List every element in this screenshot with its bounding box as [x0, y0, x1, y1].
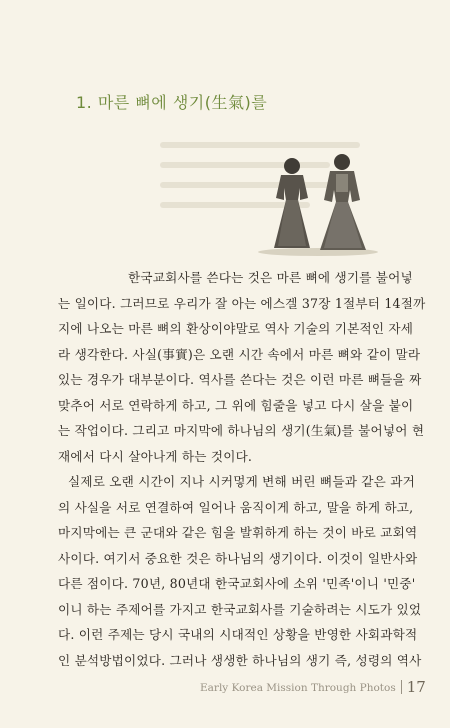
- text-line: 마지막에는 큰 군대와 같은 힘을 발휘하게 하는 것이 바로 교회역: [58, 525, 418, 540]
- text-line: 이니 하는 주제어를 가지고 한국교회사를 기술하려는 시도가 있었: [58, 601, 422, 617]
- page-number: 17: [406, 678, 426, 696]
- page-footer: [200, 678, 426, 696]
- text-line: 지에 나오는 마른 뼈의 환상이야말로 역사 기술의 기본적인 자세: [58, 321, 414, 336]
- text-line: 의 사실을 서로 연결하여 일어나 움직이게 하고, 말을 하게 하고,: [58, 499, 414, 515]
- book-title: Early Korea Mission Through Photos: [200, 682, 396, 694]
- text-line: 한국교회사를 쓴다는 것은 마른 뼈에 생기를 불어넣: [128, 270, 413, 285]
- text-line: 다른 점이다. 70년, 80년대 한국교회사에 소위 '민족'이니 '민중': [58, 576, 416, 591]
- text-line: 재에서 다시 살아나게 하는 것이다.: [58, 448, 253, 464]
- text-line: 다. 이런 주제는 당시 국내의 시대적인 상황을 반영한 사회과학적: [58, 627, 418, 642]
- text-line: 인 분석방법이었다. 그러나 생생한 하나님의 생기 즉, 성령의 역사: [58, 652, 422, 668]
- faded-photo: [150, 118, 405, 258]
- text-line: 는 일이다. 그러므로 우리가 잘 아는 에스겔 37장 1절부터 14절까: [58, 295, 426, 311]
- text-line: 맞추어 서로 연락하게 하고, 그 위에 힘줄을 넣고 다시 살을 붙이: [58, 397, 414, 413]
- text-line: 있는 경우가 대부분이다. 역사를 쓴다는 것은 이런 마른 뼈들을 짜: [58, 372, 422, 387]
- body-text: [58, 265, 426, 673]
- text-line: 는 작업이다. 그리고 마지막에 하나님의 생기(生氣)를 불어넣어 현: [58, 423, 425, 438]
- two-women-figures: [150, 118, 405, 258]
- text-line: 실제로 오랜 시간이 지나 시커멓게 변해 버린 뼈들과 같은 과거: [68, 474, 415, 489]
- text-line: 사이다. 여기서 중요한 것은 하나님의 생기이다. 이것이 일반사와: [58, 550, 418, 566]
- footer-divider: [401, 680, 402, 694]
- text-line: 라 생각한다. 사실(事實)은 오랜 시간 속에서 마른 뼈와 같이 말라: [58, 346, 421, 362]
- section-heading: 1. 마른 뼈에 생기(生氣)를: [76, 93, 268, 112]
